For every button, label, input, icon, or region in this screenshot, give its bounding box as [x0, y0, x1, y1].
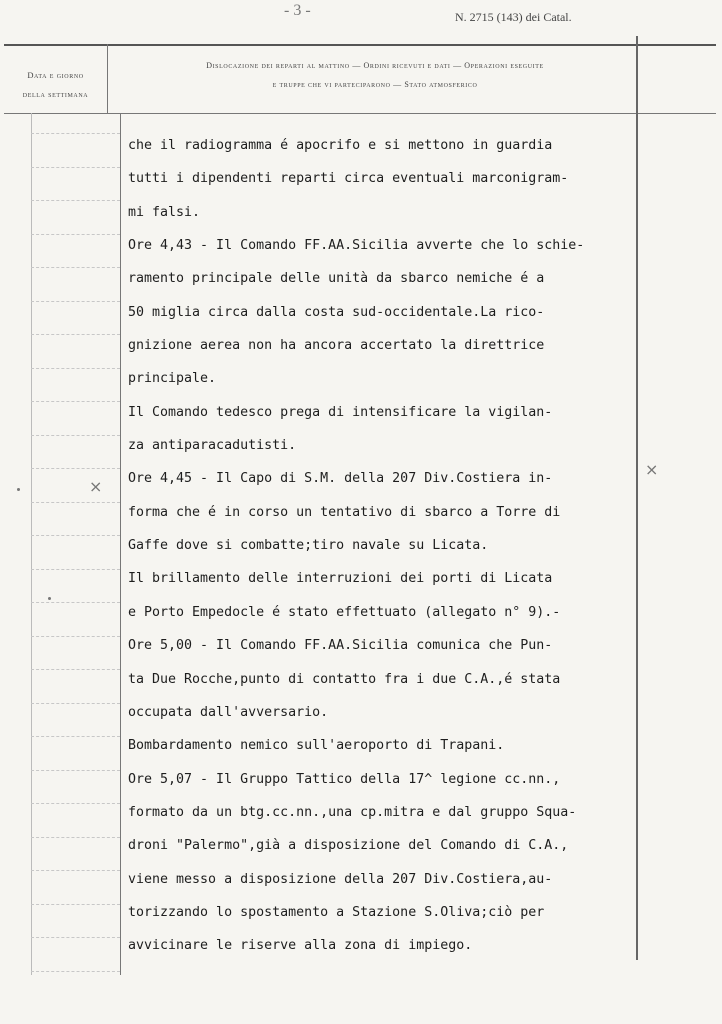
ruled-line	[31, 736, 120, 737]
ruled-line	[31, 803, 120, 804]
ruled-line	[31, 502, 120, 503]
ruled-line	[31, 267, 120, 268]
ruled-line	[31, 837, 120, 838]
diary-line: Il brillamento delle interruzioni dei porti di Licata	[128, 571, 553, 587]
ruled-line	[31, 334, 120, 335]
ruled-line	[31, 569, 120, 570]
diary-line: ta Due Rocche,punto di contatto fra i due C.A.,é stata	[128, 671, 561, 687]
date-column-header-line-1: Data e giorno	[27, 70, 84, 80]
diary-line: occupata dall'avversario.	[128, 704, 329, 720]
ruled-line	[31, 636, 120, 637]
ruled-line	[31, 234, 120, 235]
diary-line: droni "Palermo",già a disposizione del Comando di C.A.,	[128, 838, 569, 854]
ruled-line	[31, 401, 120, 402]
diary-line: gnizione aerea non ha ancora accertato la direttrice	[128, 338, 545, 354]
header-rule-top	[4, 44, 716, 46]
right-margin-cross-mark: ×	[645, 460, 659, 479]
ruled-line	[31, 468, 120, 469]
date-column-divider-header	[107, 44, 108, 114]
diary-line: e Porto Empedocle é stato effettuato (allegato n° 9).-	[128, 604, 561, 620]
ruled-line	[31, 602, 120, 603]
date-column-ruled-lines	[31, 113, 120, 975]
diary-line: za antiparacadutisti.	[128, 438, 297, 454]
ruled-line	[31, 937, 120, 938]
catalog-number: N. 2715 (143) dei Catal.	[455, 10, 572, 24]
diary-line: 50 miglia circa dalla costa sud-occidentale.La rico-	[128, 304, 545, 320]
ruled-line	[31, 435, 120, 436]
diary-line: Ore 5,00 - Il Comando FF.AA.Sicilia comunica che Pun-	[128, 638, 553, 654]
ruled-line	[31, 133, 120, 134]
left-margin-dot-mark-lower	[48, 597, 51, 600]
diary-line: viene messo a disposizione della 207 Div.Costiera,au-	[128, 871, 553, 887]
diary-line: Ore 5,07 - Il Gruppo Tattico della 17^ legione cc.nn.,	[128, 771, 561, 787]
ruled-line	[31, 904, 120, 905]
date-column-header	[4, 66, 107, 104]
ruled-line	[31, 535, 120, 536]
right-margin-line	[636, 36, 638, 960]
diary-line: che il radiogramma é apocrifo e si mettono in guardia	[128, 138, 553, 153]
diary-line: principale.	[128, 371, 217, 387]
diary-line: tutti i dipendenti reparti circa eventuali marconigram-	[128, 171, 569, 187]
diary-line: Ore 4,43 - Il Comando FF.AA.Sicilia avverte che lo schie-	[128, 238, 585, 254]
diary-line: ramento principale delle unità da sbarco nemiche é a	[128, 271, 545, 287]
ruled-line	[31, 770, 120, 771]
date-column-divider	[120, 113, 121, 975]
ruled-line	[31, 301, 120, 302]
ruled-line	[31, 167, 120, 168]
content-column-header-line-1: Dislocazione dei reparti al mattino — Ordini ricevuti e dati — Operazioni eseguite	[206, 61, 544, 70]
diary-line: avvicinare le riserve alla zona di impiego.	[128, 938, 473, 954]
diary-line: torizzando lo spostamento a Stazione S.Oliva;ciò per	[128, 904, 545, 920]
ruled-line	[31, 703, 120, 704]
diary-body-text	[128, 129, 628, 963]
diary-line: Gaffe dove si combatte;tiro navale su Licata.	[128, 538, 489, 554]
diary-line: Bombardamento nemico sull'aeroporto di Trapani.	[128, 738, 505, 754]
diary-line: mi falsi.	[128, 204, 201, 220]
left-margin-cross-mark: ×	[89, 477, 103, 496]
date-column-header-line-2: della settimana	[22, 89, 89, 99]
content-column-header	[120, 56, 630, 94]
ruled-line	[31, 870, 120, 871]
ruled-line	[31, 971, 120, 972]
diary-line: Ore 4,45 - Il Capo di S.M. della 207 Div.Costiera in-	[128, 471, 553, 487]
page-number: - 3 -	[284, 2, 311, 19]
diary-line: forma che é in corso un tentativo di sbarco a Torre di	[128, 504, 561, 520]
ruled-line	[31, 200, 120, 201]
ruled-line	[31, 669, 120, 670]
diary-line: formato da un btg.cc.nn.,una cp.mitra e dal gruppo Squa-	[128, 804, 577, 820]
left-margin-dot-mark	[17, 488, 20, 491]
ruled-line	[31, 368, 120, 369]
diary-line: Il Comando tedesco prega di intensificare la vigilan-	[128, 404, 553, 420]
content-column-header-line-2: e truppe che vi parteciparono — Stato atmosferico	[272, 80, 478, 89]
